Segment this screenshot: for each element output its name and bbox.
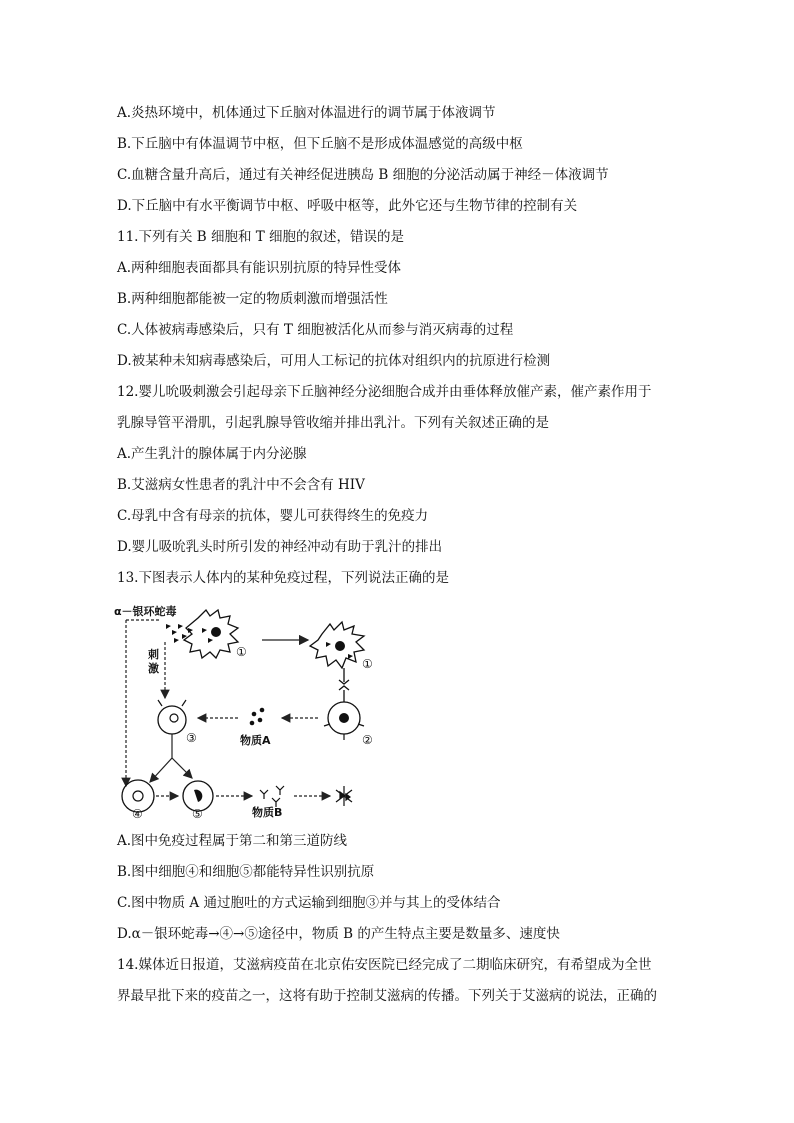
text-line: C.血糖含量升高后，通过有关神经促进胰岛 B 细胞的分泌活动属于神经－体液调节 <box>117 167 609 183</box>
cell-3-label: ③ <box>186 731 197 745</box>
question-14-stem: 14.媒体近日报道，艾滋病疫苗在北京佑安医院已经完成了二期临床研究，有希望成为全世 <box>117 957 652 973</box>
text-line: A.产生乳汁的腺体属于内分泌腺 <box>117 446 307 462</box>
antigen-antibody-complex <box>336 786 352 806</box>
differentiation-arrow <box>172 758 192 778</box>
receptor-binding <box>339 668 349 702</box>
substance-b-antibodies <box>260 786 284 807</box>
question-11-stem: 11.下列有关 B 细胞和 T 细胞的叙述，错误的是 <box>117 229 405 245</box>
text-line: D.被某种未知病毒感染后，可用人工标记的抗体对组织内的抗原进行检测 <box>117 353 551 369</box>
question-13-stem: 13.下图表示人体内的某种免疫过程，下列说法正确的是 <box>117 570 449 586</box>
toxin-particles <box>166 624 193 643</box>
text-line: C.母乳中含有母亲的抗体，婴儿可获得终生的免疫力 <box>117 508 429 524</box>
question-12-stem: 12.婴儿吮吸刺激会引起母亲下丘脑神经分泌细胞合成并由垂体释放催产素，催产素作用于 <box>117 384 652 400</box>
substance-a-label: 物质A <box>240 734 271 747</box>
text-line: B.下丘脑中有体温调节中枢，但下丘脑不是形成体温感觉的高级中枢 <box>117 136 523 152</box>
stimulus-label: 激 <box>148 662 159 675</box>
text-line: B.两种细胞都能被一定的物质刺激而增强活性 <box>117 291 388 307</box>
cell-4-label: ④ <box>132 807 143 820</box>
text-line: B.艾滋病女性患者的乳汁中不会含有 HIV <box>117 477 365 493</box>
t-cell <box>324 702 364 740</box>
cell-2-label: ② <box>362 733 373 747</box>
antigen-presenting-cell <box>184 610 238 658</box>
question-14-stem-cont: 界最早批下来的疫苗之一，这将有助于控制艾滋病的传播。下列关于艾滋病的说法，正确的 <box>117 988 657 1004</box>
substance-b-label: 物质B <box>252 806 283 819</box>
question-12-stem-cont: 乳腺导管平滑肌，引起乳腺导管收缩并排出乳汁。下列有关叙述正确的是 <box>117 415 549 431</box>
immune-process-diagram <box>112 598 382 820</box>
stimulus-label: 刺 <box>148 648 159 661</box>
text-line: A.图中免疫过程属于第二和第三道防线 <box>117 833 348 849</box>
text-line: D.α－银环蛇毒→④→⑤途径中，物质 B 的产生特点主要是数量多、速度快 <box>117 926 560 942</box>
text-line: D.下丘脑中有水平衡调节中枢、呼吸中枢等，此外它还与生物节律的控制有关 <box>117 198 578 214</box>
text-line: B.图中细胞④和细胞⑤都能特异性识别抗原 <box>117 864 375 880</box>
cell-1b-label: ① <box>362 657 373 671</box>
substance-a-dots <box>250 708 265 726</box>
b-cell <box>158 700 186 734</box>
text-line: A.两种细胞表面都具有能识别抗原的特异性受体 <box>117 260 402 276</box>
toxin-label: α－银环蛇毒 <box>114 605 177 618</box>
antigen-presenting-cell-2 <box>310 622 364 668</box>
cell-5-label: ⑤ <box>192 807 203 820</box>
text-line: C.图中物质 A 通过胞吐的方式运输到细胞③并与其上的受体结合 <box>117 895 501 911</box>
text-line: C.人体被病毒感染后，只有 T 细胞被活化从而参与消灭病毒的过程 <box>117 322 514 338</box>
cell-1-label: ① <box>236 645 247 659</box>
differentiation-arrow <box>150 734 172 782</box>
text-line: D.婴儿吸吮乳头时所引发的神经冲动有助于乳汁的排出 <box>117 539 443 555</box>
text-line: A.炎热环境中，机体通过下丘脑对体温进行的调节属于体液调节 <box>117 105 496 121</box>
